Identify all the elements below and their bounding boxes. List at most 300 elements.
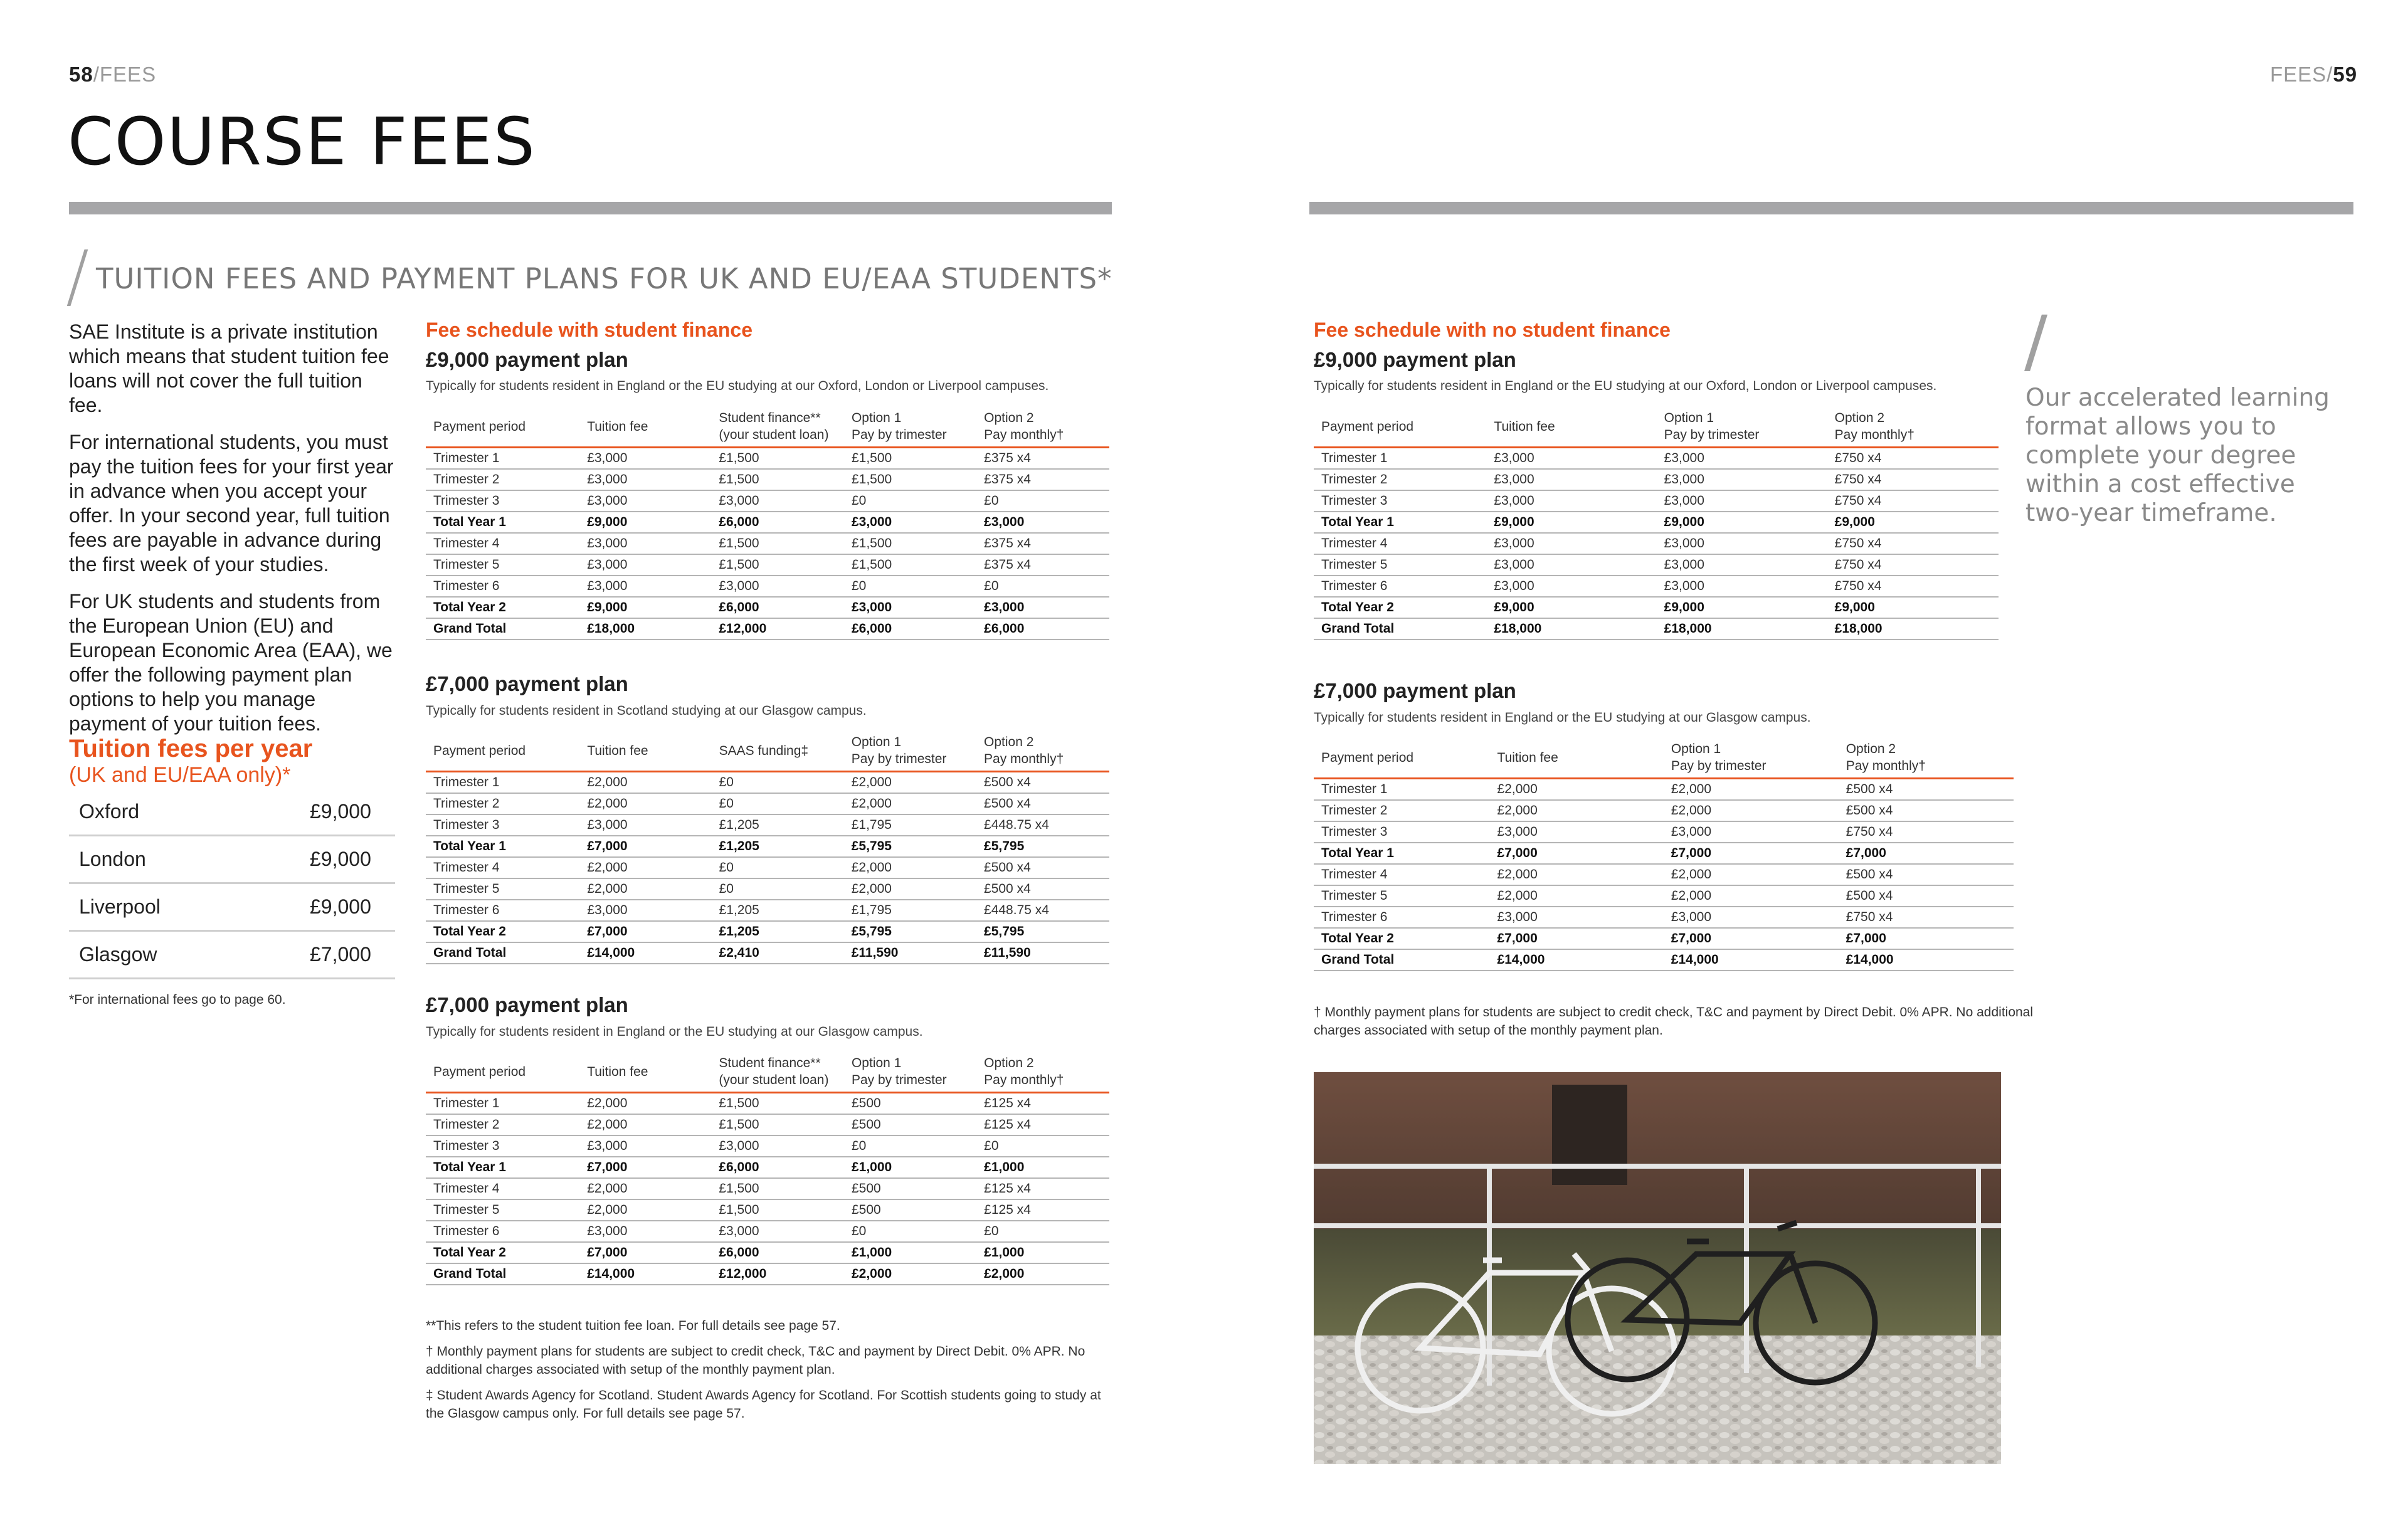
fee-table-cell: £3,000 [579,900,711,921]
fee-table-cell: £500 [844,1114,976,1135]
fee-table-cell: £1,500 [844,469,976,490]
fee-table-row [426,878,1109,900]
fee-table-cell: £3,000 [1657,576,1827,597]
fee-table [426,730,1109,964]
fee-table-cell: £5,795 [976,921,1109,942]
quote-slash-decoration: / [2024,301,2048,381]
fee-table-cell: £2,000 [579,1178,711,1199]
fee-table-header-row [1314,737,2014,779]
fee-table-cell: £3,000 [1657,554,1827,576]
fee-table-cell: £125 x4 [976,1114,1109,1135]
fee-table-cell: £14,000 [1839,949,2014,971]
fee-table-cell: £0 [844,490,976,512]
fee-table-cell: Trimester 5 [1314,554,1486,576]
fee-table-header-line: Pay monthly† [1834,428,1914,442]
fee-table [426,406,1109,640]
fee-table-cell: Trimester 3 [426,814,579,836]
fee-table-header-line: Pay by trimester [851,752,947,766]
fee-table-cell: £2,000 [844,793,976,814]
fee-table-cell: £3,000 [844,597,976,618]
fee-table-cell: Total Year 2 [426,1242,579,1263]
fee-table-cell: £6,000 [844,618,976,640]
fee-table-cell: £500 x4 [976,857,1109,878]
fee-table-cell: £2,410 [712,942,844,964]
plan-subtitle: Typically for students resident in England or the EU studying at our Glasgow campus. [426,1024,923,1039]
fee-table-cell: £1,205 [712,836,844,857]
plan-title: £9,000 payment plan [426,348,628,371]
campus-name: Liverpool [69,883,300,931]
fee-table-cell: £7,000 [579,1242,711,1263]
fee-table-cell: £2,000 [1664,779,1839,801]
fee-table-header-line: SAAS funding‡ [719,743,809,758]
fee-table-header [426,1051,579,1093]
fee-table-cell: £2,000 [1664,885,1839,907]
fee-table-cell: £7,000 [1490,843,1664,864]
fee-table-cell: £750 x4 [1839,907,2014,928]
fee-table-cell: £448.75 x4 [976,814,1109,836]
fee-table-header [426,406,579,448]
fee-table-cell: £3,000 [1657,490,1827,512]
fee-table-cell: £375 x4 [976,469,1109,490]
footnote: ‡ Student Awards Agency for Scotland. Student Awards Agency for Scotland. For Scottish students going to study at the Glasgow campus only. For full details see page 57. [426,1388,1101,1421]
fee-table-cell: Trimester 5 [1314,885,1490,907]
fee-table-header-line: Student finance** [719,411,821,425]
fee-table-cell: £2,000 [579,1093,711,1115]
fee-table-cell: Trimester 2 [1314,800,1490,821]
fees-per-year-title: Tuition fees per year [69,735,313,762]
fee-table-cell: Trimester 1 [1314,779,1490,801]
fee-table-cell: £18,000 [1657,618,1827,640]
fee-table-cell: Grand Total [426,1263,579,1285]
fee-table-header-line: Pay monthly† [984,1073,1064,1087]
fee-table-cell: Total Year 1 [426,1157,579,1178]
fee-table-cell: £3,000 [1486,469,1656,490]
fee-table-cell: £9,000 [1657,597,1827,618]
fee-table-cell: £18,000 [579,618,711,640]
plan-title: £9,000 payment plan [1314,348,1516,371]
fee-table-header-line: Pay monthly† [1846,759,1926,773]
fee-table-row [426,814,1109,836]
fee-table-cell: £1,205 [712,814,844,836]
fee-table-cell: £3,000 [711,576,844,597]
fee-table-cell: £2,000 [844,857,976,878]
fee-table-row [1314,907,2014,928]
fee-table-row [1314,800,2014,821]
fee-table-header-line: Payment period [1321,750,1414,765]
fee-table-cell: £3,000 [579,576,711,597]
fee-table-header [1314,737,1490,779]
fee-table-cell: £9,000 [1827,512,1999,533]
fee-table-cell: £6,000 [711,512,844,533]
fee-table-cell: £3,000 [1490,821,1664,843]
fee-table-header [579,730,711,772]
fee-table-cell: £3,000 [579,533,711,554]
fee-table-cell: £6,000 [711,1157,844,1178]
fee-table-header-line: Tuition fee [1497,750,1558,765]
fee-table-cell: £2,000 [579,1114,711,1135]
fee-table-header [1839,737,2014,779]
fee-table-cell: £2,000 [1490,885,1664,907]
fee-table-cell: Trimester 3 [426,490,579,512]
fee-table-cell: £3,000 [1664,907,1839,928]
fee-table-cell: £1,205 [712,900,844,921]
fee-table-cell: Total Year 2 [426,597,579,618]
fee-table-header [1314,406,1486,448]
fee-table-cell: £0 [976,490,1109,512]
fee-table-cell: Trimester 2 [1314,469,1486,490]
fee-table-cell: Trimester 5 [426,878,579,900]
fee-table-cell: £500 [844,1093,976,1115]
fee-table-cell: £3,000 [1657,533,1827,554]
fee-table-cell: Total Year 2 [1314,597,1486,618]
fee-table-header-line: Option 1 [851,735,902,749]
fees-per-year-row [69,931,395,979]
fee-table [1314,406,1999,640]
fee-table-row [1314,533,1999,554]
fee-table-header-row [426,406,1109,448]
bicycles-photo [1314,1072,2001,1464]
fee-table-cell: £9,000 [579,597,711,618]
fee-table-cell: £12,000 [711,618,844,640]
fee-table-cell: £750 x4 [1827,448,1999,470]
intro-paragraph: For UK students and students from the European Union (EU) and European Economic Area (EAA), we offer the following payment plan options to help you manage payment of your tuition fees. [69,590,393,735]
fee-table-cell: £11,590 [976,942,1109,964]
fee-table-cell: £3,000 [1486,490,1656,512]
fee-table-cell: £500 x4 [1839,864,2014,885]
fee-table-cell: £3,000 [1490,907,1664,928]
fee-table-header-row [426,1051,1109,1093]
fee-table-cell: £125 x4 [976,1199,1109,1221]
fee-table-row [426,1114,1109,1135]
plan-subtitle: Typically for students resident in England or the EU studying at our Glasgow campus. [1314,710,1811,725]
fee-table-cell: £375 x4 [976,448,1109,470]
schedule-heading-no-finance: Fee schedule with no student finance [1314,319,1671,341]
title-rule-right [1309,202,2353,214]
fee-table-row [426,857,1109,878]
fee-table-header-line: Payment period [433,743,526,758]
fee-table-cell: £375 x4 [976,554,1109,576]
fee-table-cell: Trimester 4 [426,533,579,554]
fee-table-cell: £500 x4 [1839,779,2014,801]
fee-table-cell: £0 [712,878,844,900]
fee-table-cell: £7,000 [1664,928,1839,949]
fee-table-row [1314,618,1999,640]
fee-table-row [426,1263,1109,1285]
fee-table-cell: £7,000 [1839,843,2014,864]
fee-table-cell: Trimester 5 [426,1199,579,1221]
fee-table-cell: £750 x4 [1827,576,1999,597]
fee-table-row [1314,512,1999,533]
fee-table-cell: £1,500 [711,554,844,576]
fee-table-row [426,793,1109,814]
fee-table-header-line: Option 1 [851,1056,902,1070]
fee-table-cell: Total Year 1 [1314,512,1486,533]
fee-table-header-line: (your student loan) [719,1073,829,1087]
fee-table-row [1314,576,1999,597]
fee-table-row [426,1199,1109,1221]
fee-table-row [426,533,1109,554]
fee-table-cell: £3,000 [579,814,711,836]
fee-table-cell: £7,000 [579,1157,711,1178]
fee-table-cell: £1,500 [711,533,844,554]
fee-table-header [976,1051,1109,1093]
fee-table-header-line: Payment period [1321,419,1414,434]
fee-table-cell: £125 x4 [976,1178,1109,1199]
fee-table-header [426,730,579,772]
fee-table-cell: £3,000 [1657,448,1827,470]
fee-table-cell: Trimester 4 [1314,864,1490,885]
fee-table-row [426,576,1109,597]
fee-table-cell: £750 x4 [1827,533,1999,554]
fee-table [426,1051,1109,1285]
fee-table-cell: £1,205 [712,921,844,942]
fee-table-header-line: Pay by trimester [851,428,947,442]
fee-table-header [1827,406,1999,448]
fee-table-header-line: Pay by trimester [851,1073,947,1087]
fees-per-year-table [69,789,395,979]
fee-table-cell: £12,000 [711,1263,844,1285]
fee-table-cell: £18,000 [1486,618,1656,640]
fee-table-header-row [426,730,1109,772]
fee-table-row [426,1221,1109,1242]
fee-table-cell: £6,000 [711,597,844,618]
fee-table-row [426,1157,1109,1178]
fee-table-header-line: Payment period [433,419,526,434]
fee-table-header [579,1051,711,1093]
plan-title: £7,000 payment plan [426,993,628,1016]
fee-table-cell: Trimester 6 [426,900,579,921]
fee-table-header [711,1051,844,1093]
fee-table-row [1314,597,1999,618]
fee-table-cell: £2,000 [579,793,711,814]
fee-table-cell: £2,000 [1490,864,1664,885]
fee-table-cell: £2,000 [579,857,711,878]
fee-table-cell: £500 x4 [976,793,1109,814]
intro-paragraph: For international students, you must pay the tuition fees for your first year in advance when you accept your offer. In your second year, full tuition fees are payable in advance during the first week of your studies. [69,431,394,576]
fee-table-cell: £0 [976,1221,1109,1242]
fee-table-header-line: Option 2 [1846,742,1896,756]
fee-table-cell: £0 [844,1135,976,1157]
international-fees-note: *For international fees go to page 60. [69,993,286,1007]
bicycles-illustration [1314,1072,2001,1464]
fee-table-cell: £0 [844,576,976,597]
fee-table-header [1657,406,1827,448]
intro-paragraph: SAE Institute is a private institution which means that student tuition fee loans will not cover the full tuition fee. [69,320,389,416]
fee-table-cell: £500 [844,1178,976,1199]
fee-table-cell: £7,000 [1839,928,2014,949]
fee-table-cell: £375 x4 [976,533,1109,554]
fee-table-header [579,406,711,448]
fee-table-cell: £7,000 [579,921,711,942]
campus-fee: £9,000 [300,836,395,883]
fee-table-header-line: Tuition fee [1494,419,1555,434]
fee-table-header-row [1314,406,1999,448]
fee-table-header-line: Pay by trimester [1671,759,1766,773]
intro-text [69,320,395,749]
fee-table-cell: £1,500 [711,469,844,490]
fee-table-cell: £3,000 [579,1221,711,1242]
fee-table-cell: Trimester 5 [426,554,579,576]
fee-table-cell: Trimester 4 [1314,533,1486,554]
fee-table-cell: £3,000 [579,1135,711,1157]
fee-table-cell: £9,000 [1827,597,1999,618]
fee-table-cell: £11,590 [844,942,976,964]
fee-table-cell: Trimester 1 [426,448,579,470]
fee-table-header [844,730,976,772]
fee-table-row [426,921,1109,942]
fee-table-row [1314,885,2014,907]
fee-table-cell: £1,500 [711,448,844,470]
fee-table-cell: Grand Total [426,942,579,964]
fee-table-cell: Trimester 3 [1314,490,1486,512]
fee-table-cell: £500 x4 [1839,885,2014,907]
fee-table-header-line: Tuition fee [587,1064,648,1079]
fee-table-cell: £9,000 [579,512,711,533]
fee-table-cell: £3,000 [1486,576,1656,597]
fee-table-row [426,1135,1109,1157]
fee-table-cell: £0 [712,857,844,878]
fee-table-row [426,1093,1109,1115]
fee-table-cell: £14,000 [1664,949,1839,971]
fee-table-header [711,406,844,448]
fee-table-cell: £3,000 [844,512,976,533]
fee-table-cell: £3,000 [579,469,711,490]
fee-table-row [426,490,1109,512]
fee-table-cell: Total Year 2 [426,921,579,942]
fee-table-header-line: Pay monthly† [984,752,1064,766]
fee-table-header [844,1051,976,1093]
campus-fee: £9,000 [300,789,395,836]
fee-table-cell: Total Year 1 [1314,843,1490,864]
fee-table-cell: £3,000 [579,490,711,512]
fee-table-cell: £3,000 [976,597,1109,618]
fee-table-cell: £1,500 [844,533,976,554]
fees-per-year-row [69,789,395,836]
section-heading: TUITION FEES AND PAYMENT PLANS FOR UK AND EU/EAA STUDENTS* [96,262,1112,295]
fee-table-header-line: Option 1 [1671,742,1721,756]
fee-table-cell: Trimester 1 [426,772,579,794]
fee-table-row [1314,928,2014,949]
fee-table-cell: £2,000 [579,772,711,794]
slash-decoration: / [66,236,90,316]
fee-table-row [426,469,1109,490]
fee-table-cell: Trimester 1 [1314,448,1486,470]
fee-table-cell: £125 x4 [976,1093,1109,1115]
fee-table-cell: £2,000 [976,1263,1109,1285]
fee-table-cell: £3,000 [976,512,1109,533]
title-rule-left [69,202,1112,214]
fee-table-cell: £448.75 x4 [976,900,1109,921]
fee-table-cell: £3,000 [579,448,711,470]
fee-table-cell: £5,795 [976,836,1109,857]
fee-table-header-line: Tuition fee [587,743,648,758]
fee-table-row [1314,554,1999,576]
fee-table-cell: £6,000 [711,1242,844,1263]
fee-table-cell: £750 x4 [1827,490,1999,512]
fee-table-cell: Trimester 4 [426,1178,579,1199]
fee-table-cell: £3,000 [1657,469,1827,490]
fee-table-cell: £0 [712,772,844,794]
fee-table-cell: Total Year 1 [426,836,579,857]
page-title: COURSE FEES [68,103,536,180]
fee-table-cell: £1,000 [976,1157,1109,1178]
fee-table-cell: Grand Total [1314,618,1486,640]
fee-table-row [426,900,1109,921]
fee-table-cell: £3,000 [1486,533,1656,554]
fees-per-year-row [69,836,395,883]
footnotes [426,1317,1109,1430]
fee-table-cell: £2,000 [579,1199,711,1221]
campus-name: Glasgow [69,931,300,979]
fee-table-header-line: (your student loan) [719,428,829,442]
fee-table-cell: Trimester 6 [426,576,579,597]
fee-table-header-line: Payment period [433,1064,526,1079]
fee-table-header-line: Option 1 [1664,411,1714,425]
fee-table-cell: £3,000 [711,1135,844,1157]
fee-table-cell: £500 x4 [976,878,1109,900]
fee-table-row [426,512,1109,533]
fee-table-cell: £2,000 [1490,779,1664,801]
fee-table-cell: £1,795 [844,814,976,836]
fee-table-cell: £0 [976,576,1109,597]
fee-table-row [1314,821,2014,843]
fees-per-year-subtitle: (UK and EU/EAA only)* [69,763,291,787]
footnote-right [1314,1003,2035,1047]
fee-table-cell: £7,000 [1490,928,1664,949]
fee-table-cell: £7,000 [1664,843,1839,864]
fee-table-cell: £1,000 [844,1157,976,1178]
fee-table-header [1664,737,1839,779]
fee-table-cell: £0 [844,1221,976,1242]
fee-table-row [426,618,1109,640]
fee-table-row [1314,490,1999,512]
fee-table-cell: Trimester 6 [1314,576,1486,597]
fee-table-cell: Trimester 1 [426,1093,579,1115]
fee-table-cell: £14,000 [1490,949,1664,971]
fee-table-cell: Trimester 3 [1314,821,1490,843]
fee-table-header-line: Pay monthly† [984,428,1064,442]
fee-table-cell: £500 x4 [1839,800,2014,821]
fee-table-row [426,554,1109,576]
fee-table-cell: Trimester 3 [426,1135,579,1157]
fee-table-row [1314,779,2014,801]
fee-table-header-line: Pay by trimester [1664,428,1760,442]
fee-table-header-line: Option 2 [984,411,1034,425]
fee-table-header-line: Option 2 [984,735,1034,749]
fee-table-row [1314,864,2014,885]
pull-quote: Our accelerated learning format allows you to complete your degree within a cost effective two-year timeframe. [2025,384,2330,527]
fee-table-row [426,1242,1109,1263]
fee-table-row [426,1178,1109,1199]
plan-subtitle: Typically for students resident in England or the EU studying at our Oxford, London or Liverpool campuses. [426,379,1049,393]
fee-table-cell: £0 [976,1135,1109,1157]
fee-table-cell: £0 [712,793,844,814]
fee-table-cell: £3,000 [711,490,844,512]
fee-table-cell: £500 x4 [976,772,1109,794]
fee-table-cell: £6,000 [976,618,1109,640]
fee-table-cell: £2,000 [844,772,976,794]
plan-subtitle: Typically for students resident in England or the EU studying at our Oxford, London or Liverpool campuses. [1314,379,1937,393]
fee-table-header [712,730,844,772]
fee-table-cell: £2,000 [579,878,711,900]
fee-table-cell: £2,000 [844,878,976,900]
fee-table-header-line: Student finance** [719,1056,821,1070]
fee-table-cell: £1,500 [711,1093,844,1115]
fee-table-cell: £3,000 [1664,821,1839,843]
fee-table-cell: £1,000 [976,1242,1109,1263]
fee-table-row [426,597,1109,618]
fee-table-row [426,836,1109,857]
